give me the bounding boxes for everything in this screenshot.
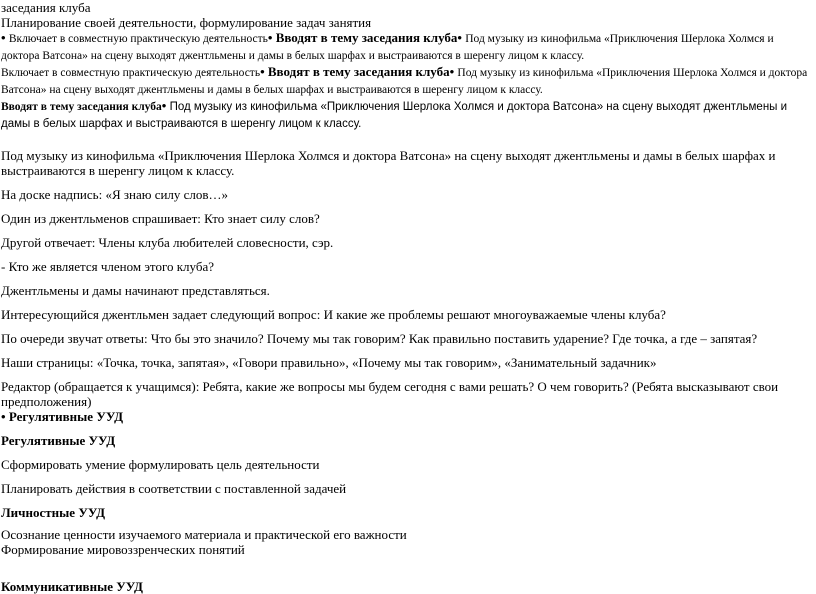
bullet-text-intro: Вводят в тему заседания клуба — [1, 101, 162, 113]
heading-regulative-bullet — [1, 409, 813, 424]
regulative-item-1: Сформировать умение формулировать цель деятельности — [1, 457, 320, 472]
heading-regulative: Регулятивные УУД — [1, 433, 116, 448]
personal-item-1: Осознание ценности изучаемого материала и практической его важности — [1, 527, 407, 542]
bullet-text-music: Под музыку из кинофильма «Приключения Шерлока Холмся и доктора Ватсона» на сцену выходят джентльмены и дамы в белых шарфах и выстраиваются в шеренгу лицом к классу. — [1, 33, 774, 62]
regulative-item-2: Планировать действия в соответствии с поставленной задачей — [1, 481, 347, 496]
paragraph-question-2: - Кто же является членом этого клуба? — [1, 259, 214, 274]
heading-communicative: Коммуникативные УУД — [1, 579, 143, 594]
paragraph-pages: Наши страницы: «Точка, точка, запятая», «Говори правильно», «Почему мы так говорим», «Занимательный задачник» — [1, 355, 657, 370]
bullet-text-practical: Включает в совместную практическую деятельность — [8, 33, 268, 45]
heading-regulative-bullet-text: Регулятивные УУД — [8, 409, 124, 424]
bullet-text-music: Под музыку из кинофильма «Приключения Шерлока Холмся и доктора Ватсона» на сцену выходят джентльмены и дамы в белых шарфах и выстраиваются в шеренгу лицом к классу. — [1, 67, 808, 96]
bullet-text-intro: Вводят в тему заседания клуба — [267, 64, 450, 79]
bullet-block-2 — [1, 64, 813, 98]
heading-personal: Личностные УУД — [1, 505, 106, 520]
bullet-block-3 — [1, 98, 813, 132]
paragraph-music: Под музыку из кинофильма «Приключения Шерлока Холмся и доктора Ватсона» на сцену выходят джентльмены и дамы в белых шарфах и выстраиваются в шеренгу лицом к классу. — [1, 148, 776, 178]
header-line-2: Планирование своей деятельности, формулирование задач занятия — [1, 15, 372, 30]
bullet-glyph: • — [457, 30, 462, 45]
bullet-glyph: • — [1, 409, 6, 424]
document-body — [1, 0, 813, 594]
bullet-glyph: • — [260, 64, 265, 79]
paragraph-answer-1: Другой отвечает: Члены клуба любителей словесности, сэр. — [1, 235, 334, 250]
header-line-1: заседания клуба — [1, 0, 91, 15]
paragraph-editor: Редактор (обращается к учащимся): Ребята, какие же вопросы мы будем сегодня с вами решать? О чем говорить? (Ребята высказывают свои предположения) — [1, 379, 779, 409]
bullet-text-practical: Включает в совместную практическую деятельность — [1, 67, 261, 79]
bullet-text-music: Под музыку из кинофильма «Приключения Шерлока Холмся и доктора Ватсона» на сцену выходят джентльмены и дамы в белых шарфах и выстраиваются в шеренгу лицом к классу. — [1, 101, 788, 130]
personal-item-2: Формирование мировоззренческих понятий — [1, 542, 245, 557]
paragraph-answers: По очереди звучат ответы: Что бы это значило? Почему мы так говорим? Как правильно поставить ударение? Где точка, а где – запятая? — [1, 331, 758, 346]
paragraph-board: На доске надпись: «Я знаю силу слов…» — [1, 187, 229, 202]
bullet-glyph: • — [449, 64, 455, 79]
bullet-block-1 — [1, 30, 813, 64]
bullet-glyph: • — [1, 30, 6, 45]
bullet-glyph: • — [267, 30, 273, 45]
paragraph-question-3: Интересующийся джентльмен задает следующий вопрос: И какие же проблемы решают многоуважаемые члены клуба? — [1, 307, 666, 322]
bullet-glyph: • — [161, 98, 167, 113]
paragraph-introduce: Джентльмены и дамы начинают представляться. — [1, 283, 270, 298]
bullet-text-intro: Вводят в тему заседания клуба — [275, 30, 458, 45]
paragraph-question-1: Один из джентльменов спрашивает: Кто знает силу слов? — [1, 211, 320, 226]
